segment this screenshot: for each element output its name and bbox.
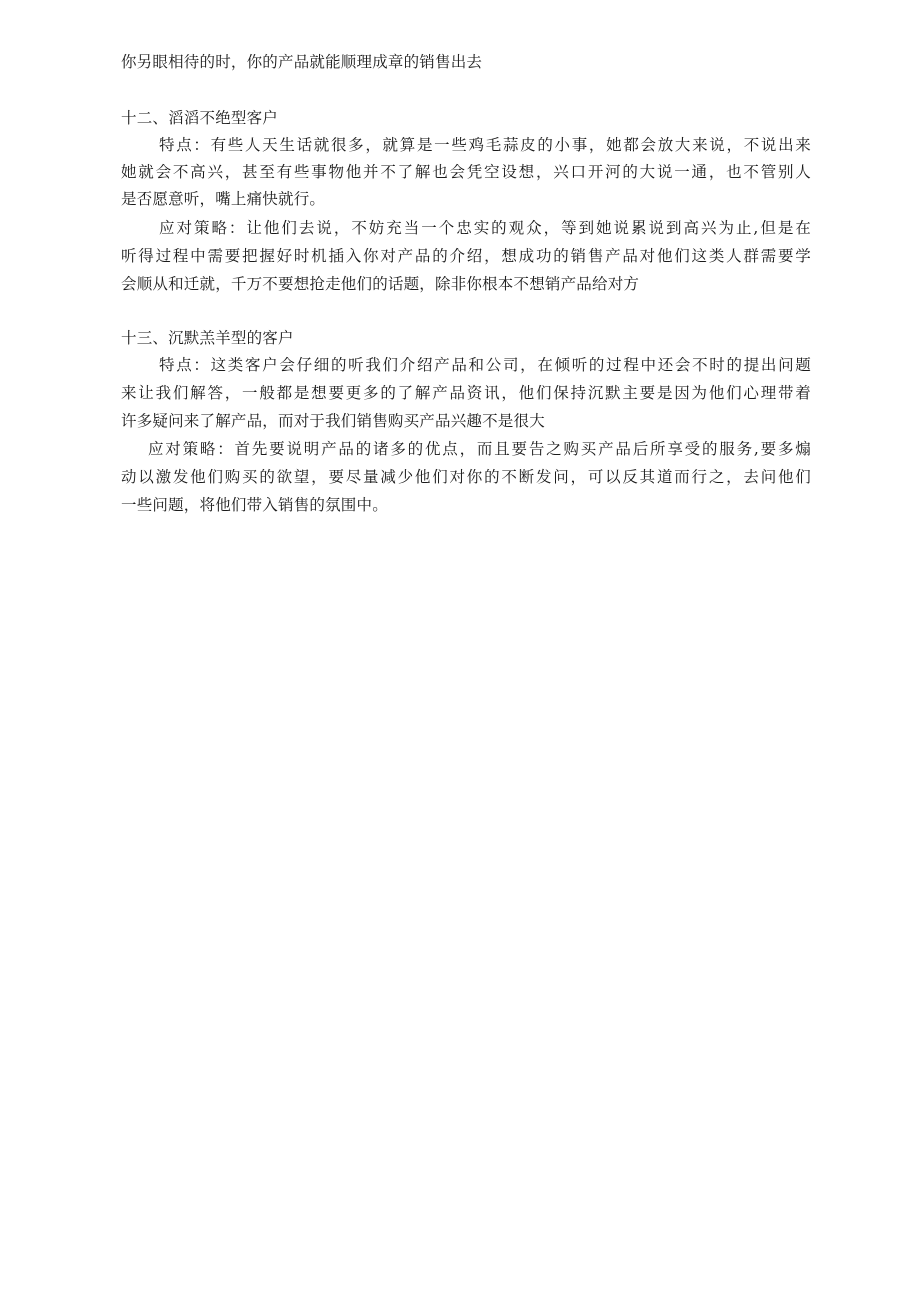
section-12-strategy-line-2: 听得过程中需要把握好时机插入你对产品的介绍，想成功的销售产品对他们这类人群需要学 — [121, 247, 811, 265]
section-12-strategy-line-3: 会顺从和迁就，千万不要想抢走他们的话题，除非你根本不想销产品给对方 — [121, 275, 640, 293]
section-12-features-line-2: 她就会不高兴，甚至有些事物他并不了解也会凭空设想，兴口开河的大说一通，也不管别人 — [121, 163, 811, 181]
section-12-features-line-1: 特点：有些人天生话就很多，就算是一些鸡毛蒜皮的小事，她都会放大来说，不说出来 — [159, 136, 811, 154]
section-13-strategy-line-2: 动以激发他们购买的欲望，要尽量减少他们对你的不断发问，可以反其道而行之，去问他们 — [121, 468, 811, 486]
section-13-features-line-1: 特点：这类客户会仔细的听我们介绍产品和公司，在倾听的过程中还会不时的提出问题 — [159, 356, 811, 374]
continuation-line: 你另眼相待的时，你的产品就能顺理成章的销售出去 — [121, 53, 483, 71]
section-13-features-line-3: 许多疑问来了解产品，而对于我们销售购买产品兴趣不是很大 — [121, 412, 545, 430]
section-13-heading: 十三、沉默羔羊型的客户 — [121, 329, 294, 347]
section-12-features-line-3: 是否愿意听，嘴上痛快就行。 — [121, 190, 326, 208]
section-13-features-line-2: 来让我们解答，一般都是想要更多的了解产品资讯，他们保持沉默主要是因为他们心理带着 — [121, 384, 811, 402]
section-12-heading: 十二、滔滔不绝型客户 — [121, 109, 279, 127]
section-12-strategy-line-1: 应对策略：让他们去说，不妨充当一个忠实的观众，等到她说累说到高兴为止,但是在 — [159, 219, 811, 237]
section-13-strategy-line-3: 一些问题，将他们带入销售的氛围中。 — [121, 496, 388, 514]
section-13-strategy-line-1: 应对策略：首先要说明产品的诸多的优点，而且要告之购买产品后所享受的服务,要多煽 — [148, 440, 811, 458]
